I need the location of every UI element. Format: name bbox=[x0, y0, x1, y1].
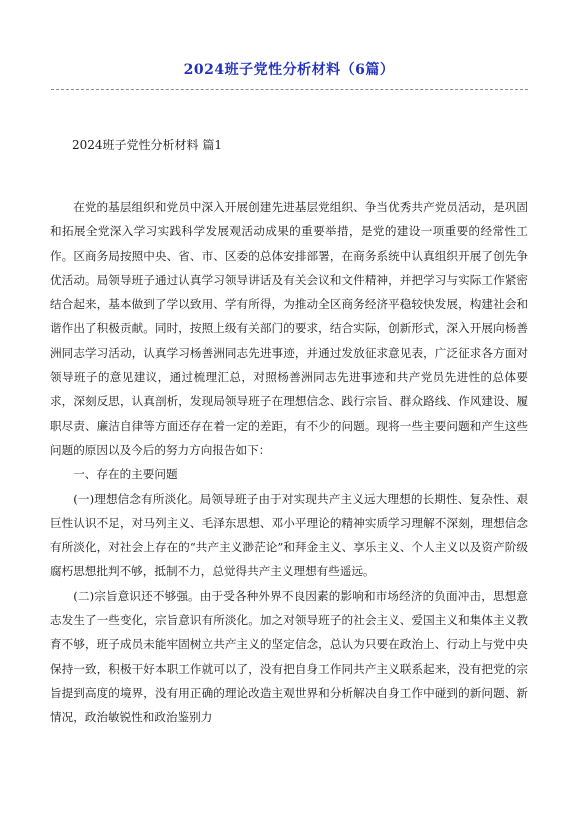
section-heading: 一、存在的主要问题 bbox=[73, 467, 178, 482]
body-paragraph-ideals: (一)理想信念有所淡化。局领导班子由于对实现共产主义远大理想的长期性、复杂性、艰巨性认识不足，对马列主义、毛泽东思想、邓小平理论的精神实质学习理解不深刻，理想信念有所淡化，对社会上存在的“共产主义渺茫论”和拜金主义、享乐主义、个人主义以及资产阶级腐朽思想批判不够，抵制不力，总觉得共产主义理想有些遥远。 bbox=[50, 491, 528, 579]
body-paragraph-purpose: (二)宗旨意识还不够强。由于受各种外界不良因素的影响和市场经济的负面冲击，思想意志发生了一些变化，宗旨意识有所淡化。加之对领导班子的社会主义、爱国主义和集体主义教育不够，班子成员未能牢固树立共产主义的坚定信念，总认为只要在政治上、行动上与党中央保持一致，积极干好本职工作就可以了，没有把自身工作同共产主义联系起来，没有把党的宗旨提到高度的境界，没有用正确的理论改造主观世界和分析解决自身工作中碰到的新问题、新情况，政治敏锐性和政治鉴别力 bbox=[50, 588, 528, 725]
document-title: 2024班子党性分析材料（6篇） bbox=[183, 62, 395, 78]
body-paragraph-intro: 在党的基层组织和党员中深入开展创建先进基层党组织、争当优秀共产党员活动，是巩固和拓展全党深入学习实践科学发展观活动成果的重要举措，是党的建设一项重要的经常性工作。区商务局按照中央、省、市、区委的总体安排部署，在商务系统中认真组织开展了创先争优活动。局领导班子通过认真学习领导讲话及有关会议和文件精神，并把学习与实际工作紧密结合起来，基本做到了学以致用、学有所得，为推动全区商务经济平稳较快发展，构建社会和谐作出了积极贡献。同时，按照上级有关部门的要求，结合实际，创新形式，深入开展向杨善洲同志学习活动，认真学习杨善洲同志先进事迹，并通过发放征求意见表，广泛征求各方面对领导班子的意见建议，通过梳理汇总，对照杨善洲同志先进事迹和共产党员先进性的总体要求，深刻反思，认真剖析，发现局领导班子在理想信念、践行宗旨、群众路线、作风建设、履职尽责、廉洁自律等方面还存在着一定的差距，有不少的问题。现将一些主要问题和产生这些问题的原因以及今后的努力方向报告如下： bbox=[50, 200, 528, 457]
title-divider bbox=[51, 89, 528, 90]
document-body bbox=[50, 195, 528, 730]
section-subtitle: 2024班子党性分析材料 篇1 bbox=[72, 138, 222, 152]
